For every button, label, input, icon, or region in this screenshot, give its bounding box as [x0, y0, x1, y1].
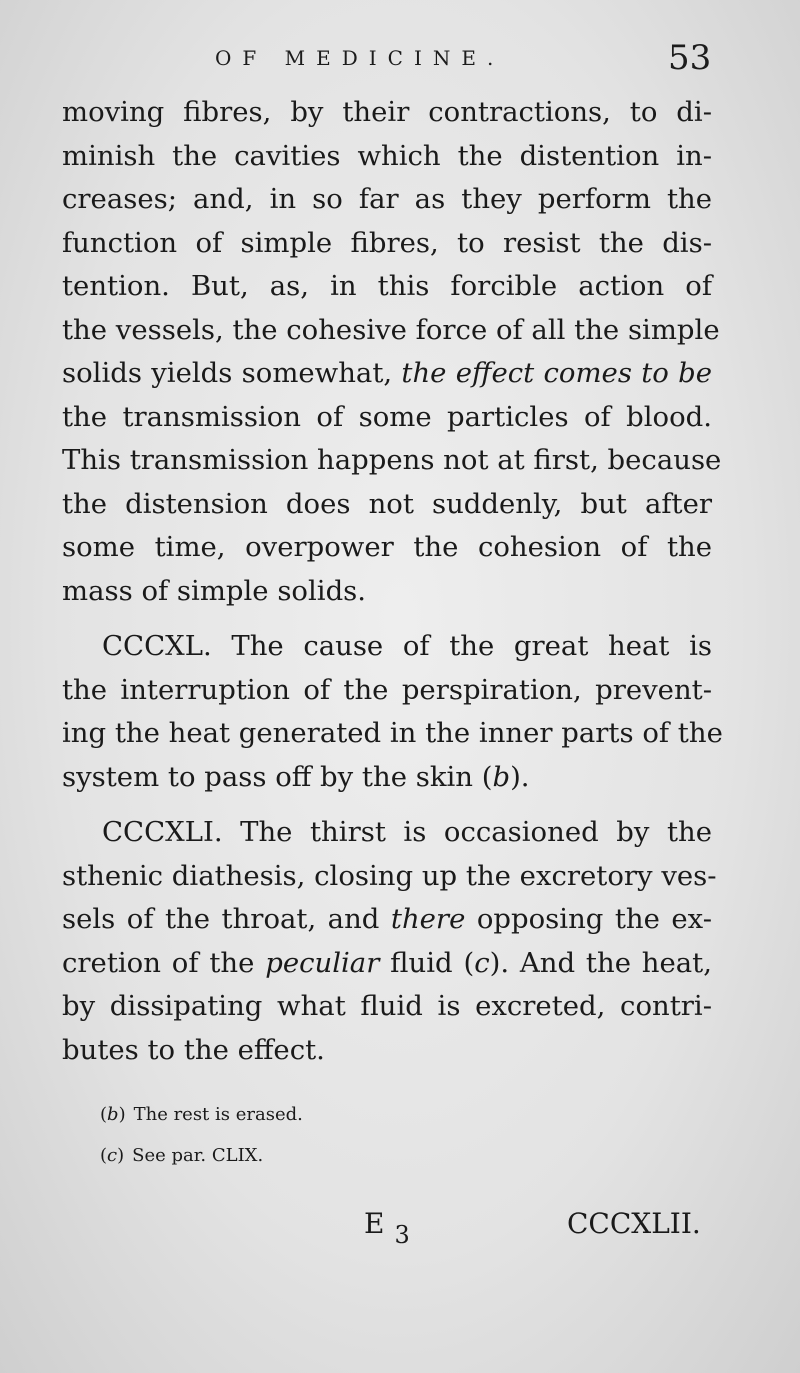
text-line: some time, overpower the cohesion of the: [62, 531, 712, 563]
text-line: CCCXL. The cause of the great heat is: [102, 630, 712, 662]
text-line: [62, 898, 712, 942]
text-line: ing the heat generated in the inner parts of the: [62, 717, 723, 749]
signature-mark: E 3: [364, 1207, 410, 1249]
paragraph-gap: [62, 799, 712, 811]
text-line: sthenic diathesis, closing up the excretory ves-: [62, 859, 717, 892]
footnote-ref-b: b: [492, 760, 511, 793]
body-text: [62, 91, 723, 1072]
footnote-b: [100, 1094, 660, 1135]
text-line: CCCXLI. The thirst is occasioned by the: [102, 816, 712, 848]
signature-number: 3: [394, 1221, 410, 1249]
text-line: moving fibres, by their contractions, to di-: [62, 96, 712, 128]
text-span: fluid (: [379, 946, 475, 979]
text-span: opposing the ex-: [465, 903, 712, 935]
text-line: This transmission happens not at first, because: [62, 444, 722, 476]
paragraph-gap: [62, 613, 712, 625]
catchword: CCCXLII.: [567, 1207, 701, 1240]
footnotes: [100, 1094, 660, 1176]
text-line: butes to the effect.: [62, 1033, 325, 1066]
text-span: cretion of the: [62, 946, 266, 979]
text-line: [62, 756, 712, 800]
text-line: tention. But, as, in this forcible action of: [62, 270, 712, 302]
page-header: [0, 38, 800, 88]
italic-word: there: [390, 903, 466, 935]
text-line: [62, 942, 712, 986]
footnote-mark: (b): [100, 1104, 126, 1125]
text-line: the transmission of some particles of blood.: [62, 400, 712, 433]
text-line: minish the cavities which the distention in-: [62, 139, 712, 172]
text-line: [62, 352, 712, 396]
italic-word: peculiar: [265, 946, 380, 979]
paragraph-1: [62, 91, 722, 613]
text-line: function of simple fibres, to resist the dis-: [62, 226, 712, 259]
text-line: creases; and, in so far as they perform the: [62, 183, 712, 215]
running-head: OF MEDICINE.: [215, 46, 505, 70]
footnote-text: The rest is erased.: [133, 1104, 303, 1125]
paragraph-3-cccxli: [62, 811, 717, 1072]
footnote-mark: (c): [100, 1145, 125, 1166]
text-span: solids yields somewhat,: [62, 357, 402, 389]
footnote-c: [100, 1135, 660, 1176]
text-line: the vessels, the cohesive force of all the simple: [62, 313, 720, 346]
text-line: by dissipating what fluid is excreted, contri-: [62, 990, 712, 1022]
text-span: ).: [510, 760, 530, 793]
text-line: the interruption of the perspiration, prevent-: [62, 673, 712, 706]
italic-phrase: the effect comes to be: [401, 357, 712, 389]
footnote-text: See par. CLIX.: [132, 1145, 264, 1166]
text-span: system to pass off by the skin (: [62, 760, 493, 793]
page-footer: [0, 1205, 800, 1255]
footnote-ref-c: c: [474, 946, 490, 979]
page-number: 53: [668, 38, 712, 78]
text-line: the distension does not suddenly, but after: [62, 487, 712, 520]
paragraph-2-cccxl: [62, 625, 723, 799]
text-line: mass of simple solids.: [62, 574, 367, 607]
text-span: sels of the throat, and: [62, 903, 391, 935]
text-span: ). And the heat,: [489, 946, 712, 979]
